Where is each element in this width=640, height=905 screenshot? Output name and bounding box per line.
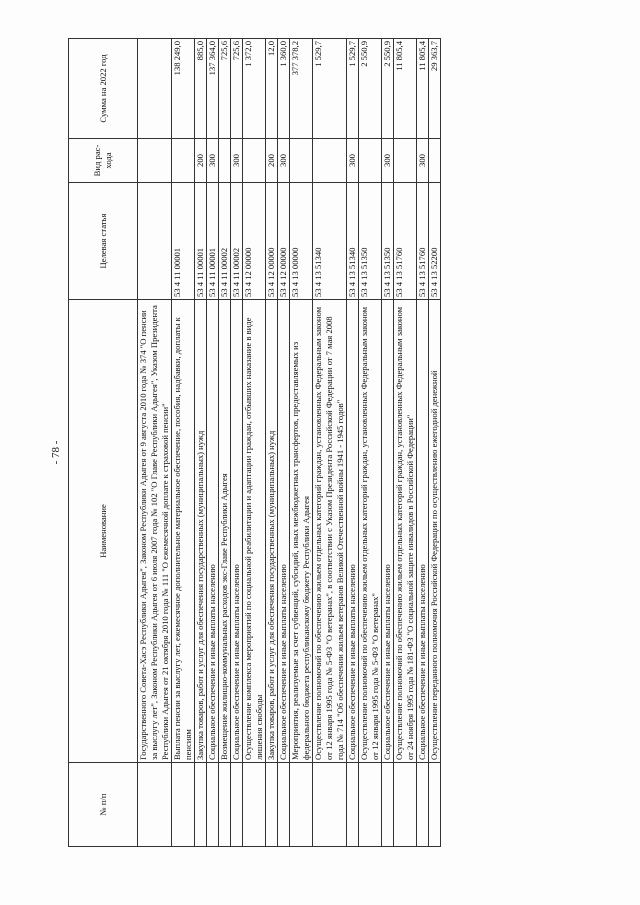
row-target-article: 53 4 13 51350 bbox=[382, 183, 394, 300]
header-amount-2022: Сумма на 2022 год bbox=[69, 39, 138, 139]
row-amount: 1 529,7 bbox=[347, 39, 359, 139]
row-name: Осуществление переданного полномочия Российской Федерации по осуществлению ежегодной денежной bbox=[429, 300, 441, 763]
row-number bbox=[394, 763, 417, 847]
table-row bbox=[266, 39, 278, 847]
row-name: Закупка товаров, работ и услуг для обеспечения государственных (муниципальных) нужд bbox=[195, 300, 207, 763]
row-name: Закупка товаров, работ и услуг для обеспечения государственных (муниципальных) нужд bbox=[266, 300, 278, 763]
budget-table bbox=[68, 38, 441, 847]
row-target-article: 53 4 13 51760 bbox=[417, 183, 429, 300]
row-amount: 137 364,0 bbox=[207, 39, 219, 139]
row-number bbox=[219, 763, 231, 847]
table-row bbox=[231, 39, 243, 847]
row-expense-type bbox=[313, 139, 347, 183]
row-amount: 1 372,0 bbox=[243, 39, 266, 139]
row-expense-type bbox=[394, 139, 417, 183]
table-row bbox=[290, 39, 313, 847]
row-name: Социальное обеспечение и иные выплаты населению bbox=[417, 300, 429, 763]
row-number bbox=[266, 763, 278, 847]
row-target-article: 53 4 11 00001 bbox=[172, 183, 195, 300]
row-name: Социальное обеспечение и иные выплаты населению bbox=[278, 300, 290, 763]
row-name: Осуществление полномочий по обеспечению жильем отдельных категорий граждан, установленных Федеральным законом от 12 января 1995 года № 5-ФЗ "О ветеранах" bbox=[359, 300, 382, 763]
row-target-article: 53 4 12 00000 bbox=[266, 183, 278, 300]
row-expense-type bbox=[219, 139, 231, 183]
row-number bbox=[243, 763, 266, 847]
row-expense-type: 200 bbox=[195, 139, 207, 183]
row-number bbox=[417, 763, 429, 847]
row-amount: 2 550,9 bbox=[382, 39, 394, 139]
table-row bbox=[359, 39, 382, 847]
row-expense-type bbox=[172, 139, 195, 183]
header-name: Наименование bbox=[69, 300, 138, 763]
row-name: Мероприятия, реализуемые за счет субвенций, субсидий, иных межбюджетных трансфертов, предоставляемых из федерального бюджета республиканскому бюджету Республики Адыгея bbox=[290, 300, 313, 763]
table-row bbox=[394, 39, 417, 847]
row-target-article: 53 4 12 00000 bbox=[243, 183, 266, 300]
row-expense-type: 300 bbox=[231, 139, 243, 183]
row-number bbox=[359, 763, 382, 847]
table-header-row bbox=[69, 39, 138, 847]
row-target-article: 53 4 12 00000 bbox=[278, 183, 290, 300]
row-amount: 1 529,7 bbox=[313, 39, 347, 139]
row-number bbox=[429, 763, 441, 847]
row-amount: 29 363,7 bbox=[429, 39, 441, 139]
row-name: Возмещение жилищно-коммунальных расходов экс-Главе Республики Адыгея bbox=[219, 300, 231, 763]
row-name: Государственного Совета-Хасэ Республики Адыгея", Законом Республики Адыгея от 9 августа 2010 года № 374 "О пенсии за выслугу лет", Законом Республики Адыгея от 6 июля 2007 года № 102 "О Главе Республики Адыгея", Указом Президента Республики Адыгея от 21 октября 2010 года № 111 "О ежемесячной доплате к страховой пенсии" bbox=[138, 300, 172, 763]
row-amount: 725,6 bbox=[231, 39, 243, 139]
table-body bbox=[138, 39, 441, 847]
row-expense-type bbox=[359, 139, 382, 183]
row-amount: 1 360,0 bbox=[278, 39, 290, 139]
row-amount: 2 550,9 bbox=[359, 39, 382, 139]
row-target-article: 53 4 13 51760 bbox=[394, 183, 417, 300]
row-expense-type bbox=[243, 139, 266, 183]
table-row bbox=[138, 39, 172, 847]
row-number bbox=[172, 763, 195, 847]
table-row bbox=[195, 39, 207, 847]
table-row bbox=[417, 39, 429, 847]
row-number bbox=[195, 763, 207, 847]
row-amount: 12,0 bbox=[266, 39, 278, 139]
row-amount bbox=[138, 39, 172, 139]
row-expense-type: 300 bbox=[417, 139, 429, 183]
row-name: Выплата пенсии за выслугу лет, ежемесячное дополнительное материальное обеспечение, пособия, надбавки, доплаты к пенсиям bbox=[172, 300, 195, 763]
row-expense-type: 200 bbox=[266, 139, 278, 183]
row-amount: 377 378,2 bbox=[290, 39, 313, 139]
row-expense-type bbox=[290, 139, 313, 183]
row-amount: 11 805,4 bbox=[417, 39, 429, 139]
row-name: Социальное обеспечение и иные выплаты населению bbox=[231, 300, 243, 763]
row-expense-type: 300 bbox=[382, 139, 394, 183]
table-row bbox=[207, 39, 219, 847]
row-number bbox=[382, 763, 394, 847]
row-number bbox=[207, 763, 219, 847]
table-row bbox=[313, 39, 347, 847]
table-row bbox=[278, 39, 290, 847]
table-row bbox=[219, 39, 231, 847]
row-target-article: 53 4 13 51350 bbox=[359, 183, 382, 300]
header-expense-type: Вид рас-хода bbox=[69, 139, 138, 183]
row-expense-type bbox=[429, 139, 441, 183]
row-number bbox=[231, 763, 243, 847]
row-expense-type: 300 bbox=[347, 139, 359, 183]
row-amount: 725,6 bbox=[219, 39, 231, 139]
row-target-article: 53 4 13 51340 bbox=[313, 183, 347, 300]
row-amount: 138 249,0 bbox=[172, 39, 195, 139]
table-row bbox=[347, 39, 359, 847]
row-target-article: 53 4 11 00002 bbox=[219, 183, 231, 300]
row-amount: 11 805,4 bbox=[394, 39, 417, 139]
row-expense-type bbox=[138, 139, 172, 183]
row-target-article: 53 4 11 00002 bbox=[231, 183, 243, 300]
row-name: Социальное обеспечение и иные выплаты населению bbox=[207, 300, 219, 763]
row-number bbox=[278, 763, 290, 847]
row-number bbox=[290, 763, 313, 847]
table-row bbox=[382, 39, 394, 847]
header-number: № п/п bbox=[69, 763, 138, 847]
row-target-article: 53 4 11 00001 bbox=[207, 183, 219, 300]
row-name: Социальное обеспечение и иные выплаты населению bbox=[347, 300, 359, 763]
row-amount: 885,0 bbox=[195, 39, 207, 139]
table-row bbox=[243, 39, 266, 847]
row-number bbox=[347, 763, 359, 847]
page-number: - 78 - bbox=[50, 440, 62, 465]
row-target-article bbox=[138, 183, 172, 300]
table-row bbox=[429, 39, 441, 847]
row-expense-type: 300 bbox=[278, 139, 290, 183]
row-target-article: 53 4 11 00001 bbox=[195, 183, 207, 300]
row-target-article: 53 4 13 00000 bbox=[290, 183, 313, 300]
row-name: Социальное обеспечение и иные выплаты населению bbox=[382, 300, 394, 763]
row-target-article: 53 4 13 52200 bbox=[429, 183, 441, 300]
row-name: Осуществление полномочий по обеспечению жильем отдельных категорий граждан, установленных Федеральным законом от 24 ноября 1995 года № 181-ФЗ "О социальной защите инвалидов в Российской Федерации" bbox=[394, 300, 417, 763]
row-name: Осуществление комплекса мероприятий по социальной реабилитации и адаптации граждан, отбывших наказание в виде лишения свободы bbox=[243, 300, 266, 763]
row-name: Осуществление полномочий по обеспечению жильем отдельных категорий граждан, установленных Федеральным законом от 12 января 1995 года № 5-ФЗ "О ветеранах", в соответствии с Указом Президента Российской Федерации от 7 мая 2008 года № 714 "Об обеспечении жильем ветеранов Великой Отечественной войны 1941 - 1945 годов" bbox=[313, 300, 347, 763]
row-number bbox=[138, 763, 172, 847]
header-target-article: Целевая статья bbox=[69, 183, 138, 300]
row-target-article: 53 4 13 51340 bbox=[347, 183, 359, 300]
row-expense-type: 300 bbox=[207, 139, 219, 183]
row-number bbox=[313, 763, 347, 847]
table-row bbox=[172, 39, 195, 847]
